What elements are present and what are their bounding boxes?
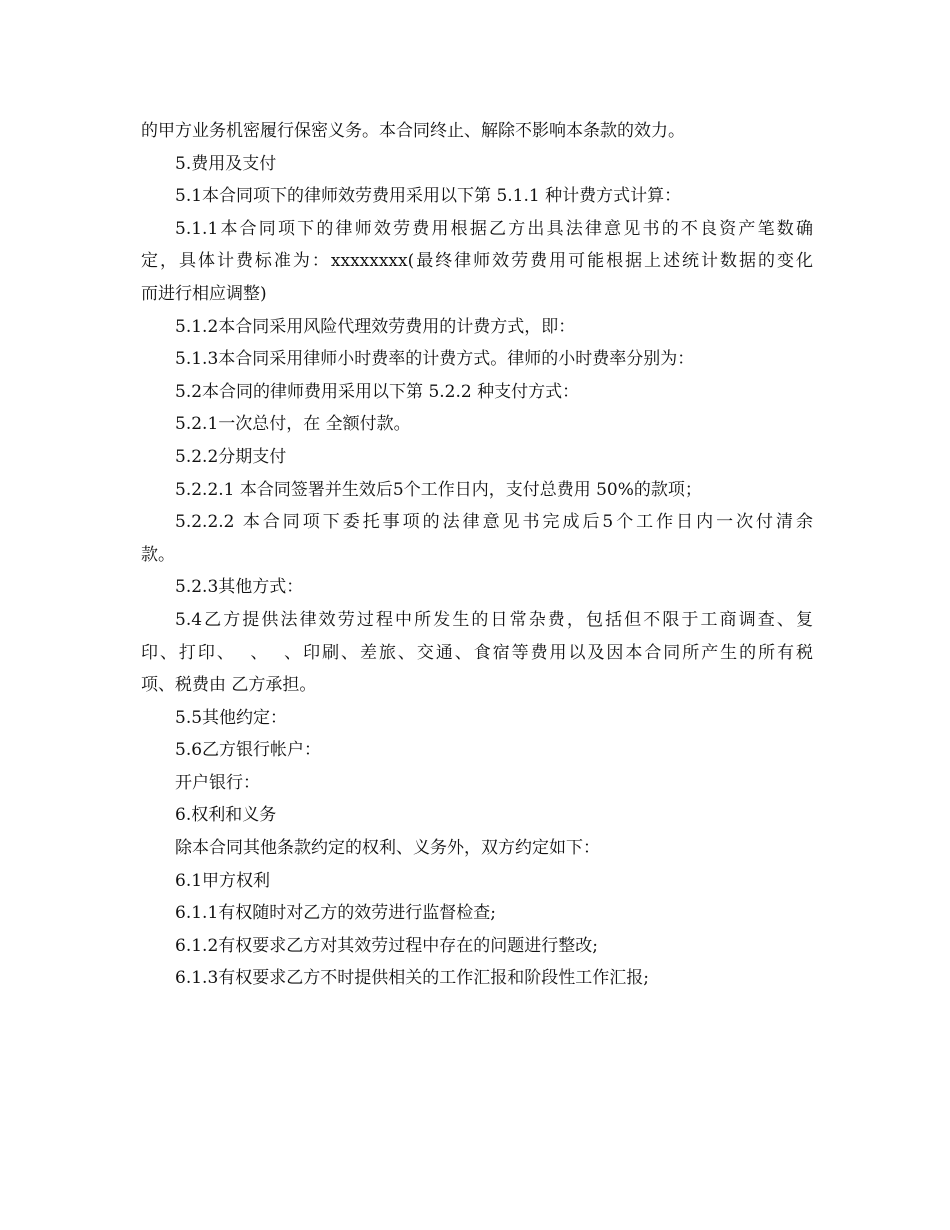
paragraph-line: 5.2.2分期支付 — [175, 446, 287, 467]
section-heading: 6.权利和义务 — [175, 805, 277, 826]
section-heading: 5.费用及支付 — [175, 153, 277, 174]
paragraph-line: 定，具体计费标准为：xxxxxxxx(最终律师效劳费用可能根据上述统计数据的变化 — [141, 251, 813, 272]
paragraph-line: 5.6乙方银行帐户： — [175, 740, 322, 761]
paragraph-line: 款。 — [141, 544, 175, 565]
paragraph-line: 5.1本合同项下的律师效劳费用采用以下第 5.1.1 种计费方式计算： — [175, 186, 682, 207]
paragraph-line: 印、打印、 、 、印刷、差旅、交通、食宿等费用以及因本合同所产生的所有税 — [141, 642, 813, 663]
paragraph-line: 5.1.3本合同采用律师小时费率的计费方式。律师的小时费率分别为： — [175, 349, 695, 370]
contract-text — [141, 115, 813, 995]
paragraph-line: 5.2.1一次总付，在 全额付款。 — [175, 414, 411, 435]
paragraph-line: 5.1.1本合同项下的律师效劳费用根据乙方出具法律意见书的不良资产笔数确 — [175, 218, 813, 239]
paragraph-line: 5.4乙方提供法律效劳过程中所发生的日常杂费，包括但不限于工商调查、复 — [175, 609, 813, 630]
paragraph-line: 除本合同其他条款约定的权利、义务外，双方约定如下： — [175, 838, 600, 859]
paragraph-line: 项、税费由 乙方承担。 — [141, 675, 317, 696]
paragraph-line: 的甲方业务机密履行保密义务。本合同终止、解除不影响本条款的效力。 — [141, 121, 685, 141]
paragraph-line: 5.2.2.1 本合同签署并生效后5个工作日内，支付总费用 50%的款项； — [175, 479, 702, 500]
paragraph-line: 6.1.3有权要求乙方不时提供相关的工作汇报和阶段性工作汇报; — [175, 968, 649, 989]
paragraph-line: 5.2.2.2 本合同项下委托事项的法律意见书完成后5个工作日内一次付清余 — [175, 512, 813, 533]
paragraph-line: 开户银行： — [175, 772, 260, 793]
paragraph-line: 5.1.2本合同采用风险代理效劳费用的计费方式，即： — [175, 316, 576, 337]
paragraph-line: 5.2.3其他方式： — [175, 577, 304, 598]
paragraph-line: 6.1.2有权要求乙方对其效劳过程中存在的问题进行整改; — [175, 935, 598, 956]
paragraph-line: 6.1.1有权随时对乙方的效劳进行监督检查; — [175, 903, 496, 924]
paragraph-line: 5.2本合同的律师费用采用以下第 5.2.2 种支付方式： — [175, 381, 580, 402]
paragraph-line: 而进行相应调整) — [141, 283, 267, 304]
subsection-heading: 6.1甲方权利 — [175, 870, 271, 891]
paragraph-line: 5.5其他约定： — [175, 707, 288, 728]
